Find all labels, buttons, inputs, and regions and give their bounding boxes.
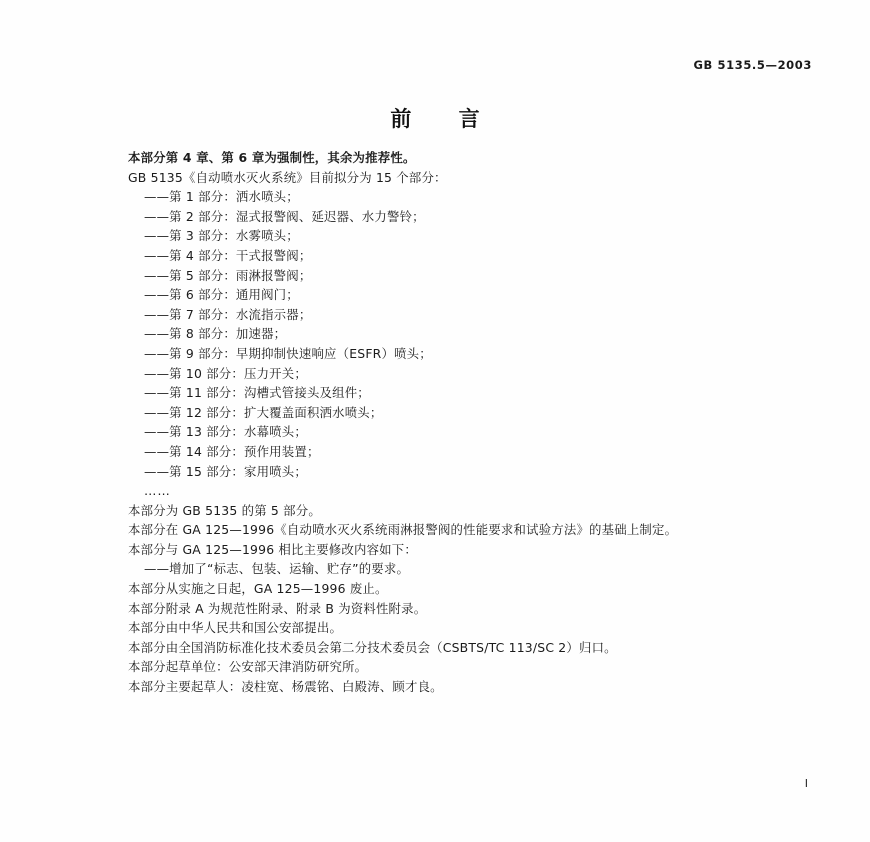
- foreword-line: 本部分附录 A 为规范性附录、附录 B 为资料性附录。: [128, 600, 427, 616]
- foreword-line: ——第 5 部分：雨淋报警阀；: [144, 267, 312, 283]
- foreword-line: ——第 8 部分：加速器；: [144, 326, 287, 342]
- foreword-line: ——第 4 部分：干式报警阀；: [144, 247, 312, 263]
- foreword-line: ——第 2 部分：湿式报警阀、延迟器、水力警铃；: [144, 208, 425, 224]
- foreword-line: 本部分从实施之日起，GA 125—1996 废止。: [128, 581, 388, 597]
- foreword-body: [128, 148, 828, 697]
- foreword-line: ——第 10 部分：压力开关；: [144, 365, 307, 381]
- foreword-line: 本部分在 GA 125—1996《自动喷水灭火系统雨淋报警阀的性能要求和试验方法》的基础上制定。: [128, 522, 678, 538]
- foreword-line: 本部分主要起草人：凌柱宽、杨震铭、白殿涛、顾才良。: [128, 679, 443, 695]
- foreword-line: 本部分第 4 章、第 6 章为强制性，其余为推荐性。: [128, 150, 416, 165]
- foreword-line: 本部分起草单位：公安部天津消防研究所。: [128, 659, 368, 675]
- foreword-line: ——第 11 部分：沟槽式管接头及组件；: [144, 385, 370, 401]
- foreword-line: 本部分为 GB 5135 的第 5 部分。: [128, 502, 321, 518]
- page-title: 前 言: [390, 107, 500, 131]
- foreword-line: ——第 9 部分：早期抑制快速响应（ESFR）喷头；: [144, 345, 432, 361]
- foreword-line: ——第 15 部分：家用喷头；: [144, 463, 307, 479]
- foreword-line: ——第 1 部分：洒水喷头；: [144, 189, 299, 205]
- foreword-line: 本部分由全国消防标准化技术委员会第二分技术委员会（CSBTS/TC 113/SC 2）归口。: [128, 639, 617, 655]
- page-number: I: [804, 777, 808, 790]
- foreword-line: ——第 13 部分：水幕喷头；: [144, 424, 307, 440]
- foreword-line: ——第 7 部分：水流指示器；: [144, 306, 312, 322]
- foreword-line: ……: [144, 483, 171, 499]
- foreword-line: 本部分由中华人民共和国公安部提出。: [128, 620, 343, 636]
- foreword-line: ——增加了“标志、包装、运输、贮存”的要求。: [144, 561, 410, 577]
- foreword-line: ——第 14 部分：预作用装置；: [144, 443, 320, 459]
- foreword-line: GB 5135《自动喷水灭火系统》目前拟分为 15 个部分：: [128, 169, 447, 185]
- foreword-line: ——第 12 部分：扩大覆盖面积洒水喷头；: [144, 404, 383, 420]
- foreword-line: 本部分与 GA 125—1996 相比主要修改内容如下：: [128, 541, 417, 557]
- foreword-line: ——第 6 部分：通用阀门；: [144, 287, 299, 303]
- standard-code-header: GB 5135.5—2003: [693, 58, 812, 72]
- foreword-line: ——第 3 部分：水雾喷头；: [144, 228, 299, 244]
